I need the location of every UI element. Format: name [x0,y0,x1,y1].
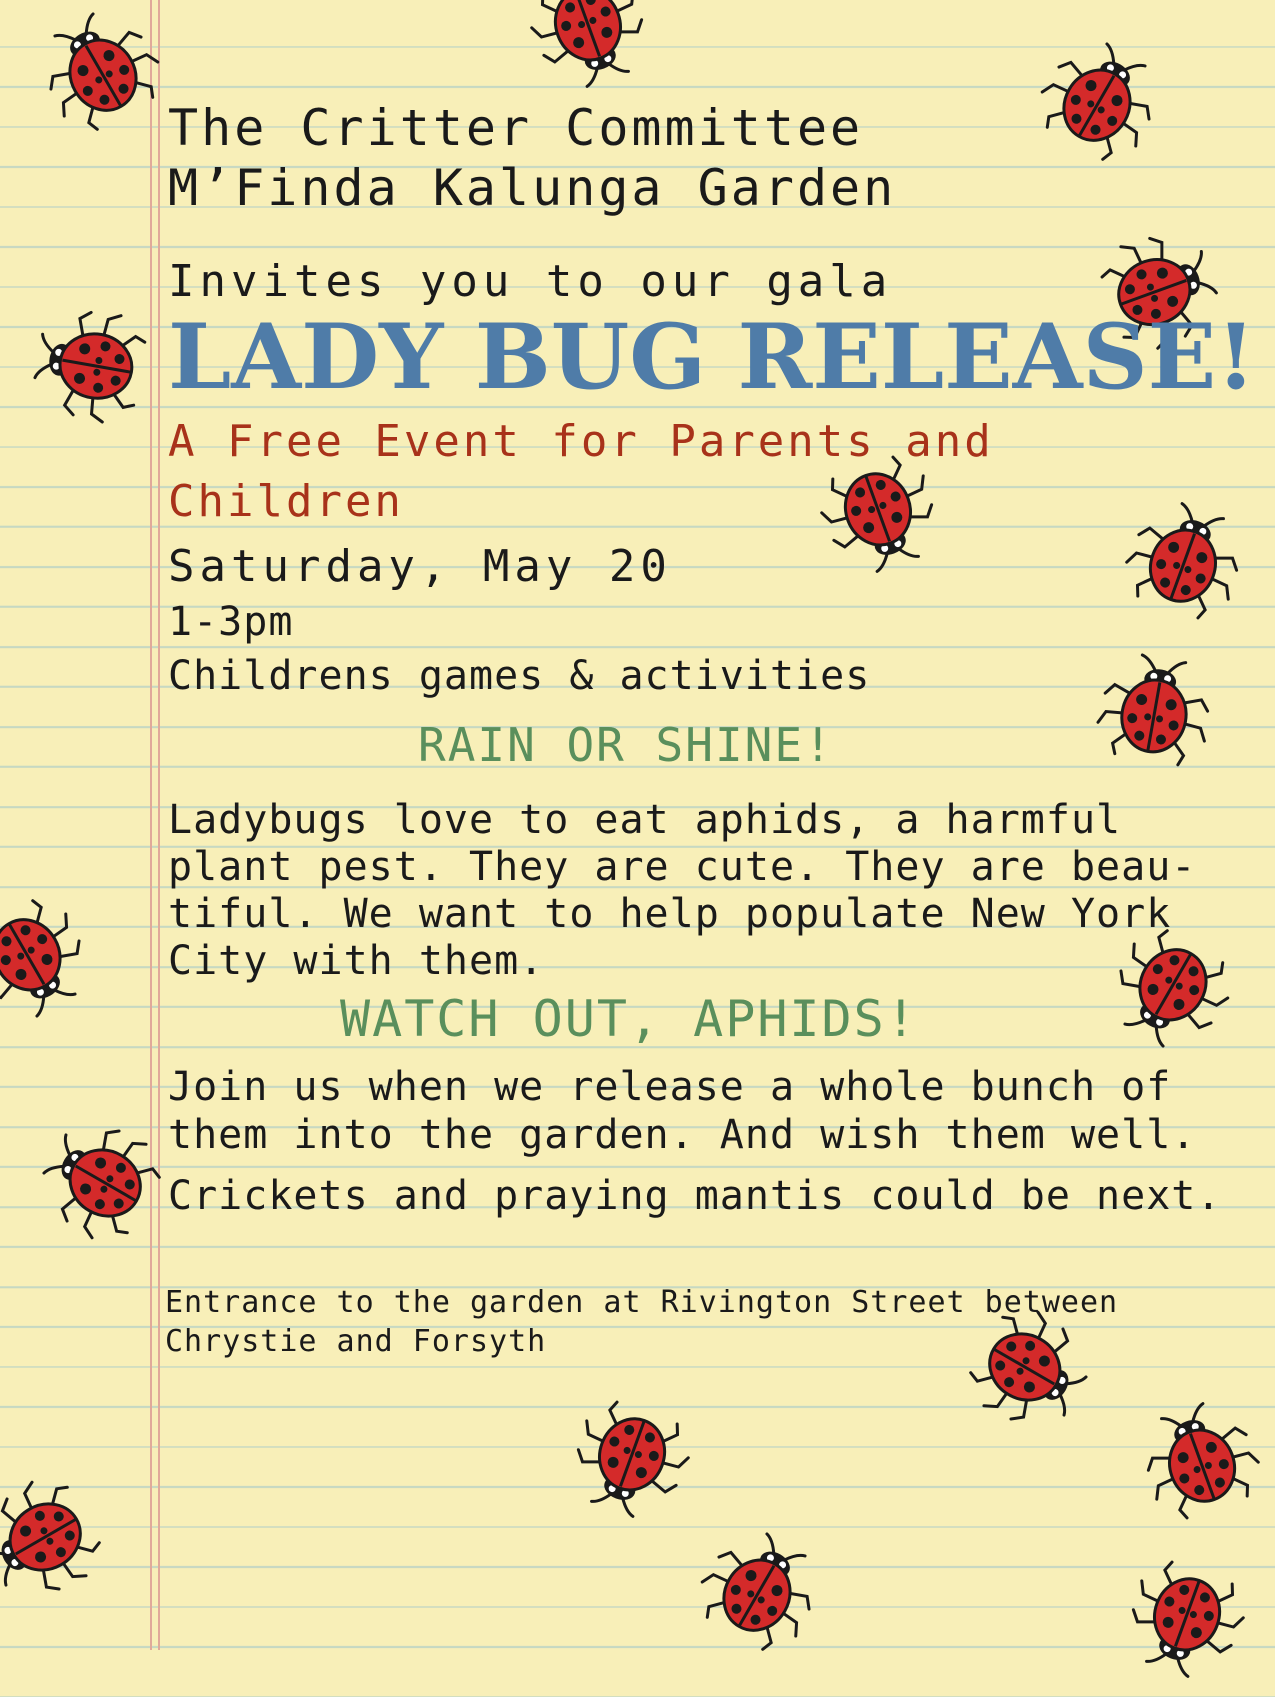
ladybug-icon [1108,483,1262,637]
header-garden: M’Finda Kalunga Garden [168,159,897,217]
location-line: Entrance to the garden at Rivington Street between [165,1285,1119,1320]
ladybug-icon [0,1458,122,1622]
join-line: Join us when we release a whole bunch of [168,1064,1172,1110]
margin-line-right [158,0,160,1650]
invite-line: Invites you to our gala [168,256,893,307]
margin-line-left [150,0,152,1650]
watch-out-aphids: WATCH OUT, APHIDS! [340,990,918,1048]
join-line: them into the garden. And wish them well. [168,1112,1197,1158]
ladybug-icon [0,878,112,1042]
description-line: Ladybugs love to eat aphids, a harmful [168,797,1122,843]
next-critters-line: Crickets and praying mantis could be next. [168,1173,1222,1219]
description-line: tiful. We want to help populate New York [168,891,1172,937]
event-time: 1-3pm [168,599,294,645]
event-activities: Childrens games & activities [168,653,871,699]
ladybug-icon [20,295,159,434]
description-line: plant pest. They are cute. They are beau- [168,844,1197,890]
headline: LADY BUG RELEASE! [168,304,1256,410]
event-date: Saturday, May 20 [168,541,672,592]
ladybug-icon [678,1508,842,1672]
ladybug-icon [1123,1383,1275,1537]
description-line: City with them. [168,938,545,984]
ladybug-icon [1085,640,1224,779]
ladybug-icon [1108,1543,1262,1697]
subtitle-line-1: A Free Event for Parents and [168,416,994,467]
subtitle-line-2: Children [168,476,404,527]
ladybug-icon [553,1383,707,1537]
ladybug-icon [1018,18,1182,182]
location-line: Chrystie and Forsyth [165,1324,547,1359]
ladybug-icon [513,0,667,107]
rain-or-shine: RAIN OR SHINE! [418,718,834,772]
header-committee: The Critter Committee [168,99,864,157]
